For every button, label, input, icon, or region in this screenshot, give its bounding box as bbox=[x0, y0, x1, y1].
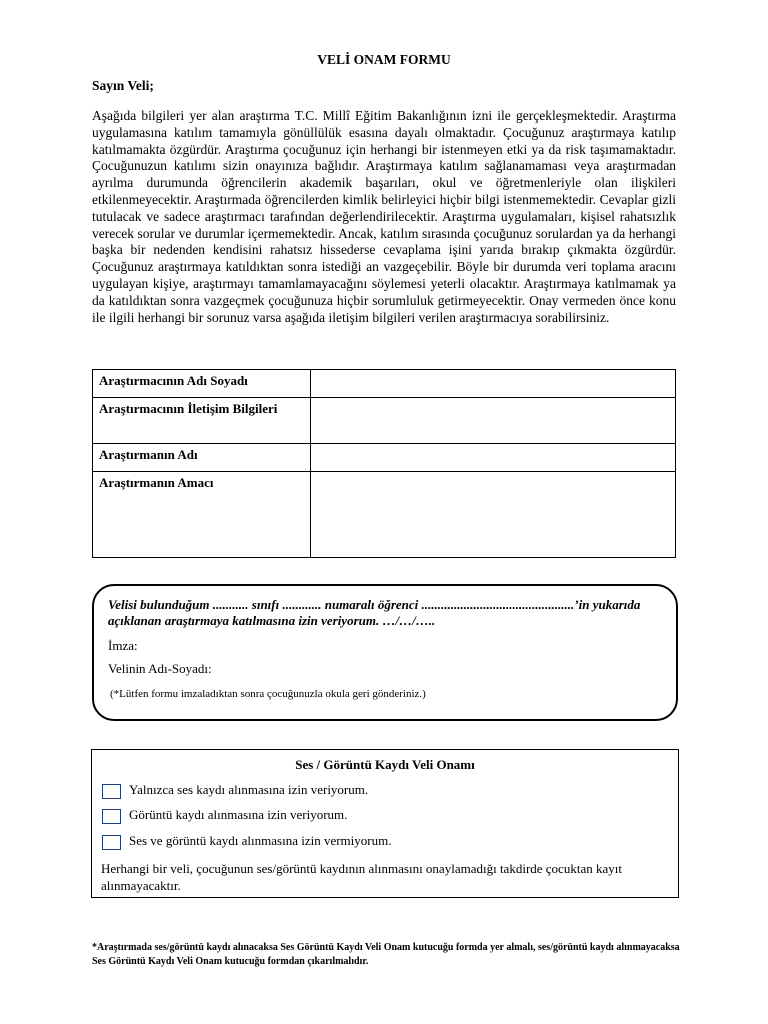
no-recording-checkbox[interactable] bbox=[102, 835, 121, 850]
footnote: *Araştırmada ses/görüntü kaydı alınacaksa Ses Görüntü Kaydı Veli Onam kutucuğu formda yer almalı, ses/görüntü kaydı alınmayacaksa Ses Görüntü Kaydı Veli Onam kutucuğu formdan çıkarılmalıdır. bbox=[92, 942, 680, 967]
media-option bbox=[102, 833, 391, 850]
no-recording-label: Ses ve görüntü kaydı alınmasına izin vermiyorum. bbox=[129, 833, 392, 848]
researcher-name-label: Araştırmacının Adı Soyadı bbox=[93, 370, 311, 398]
parent-name-label: Velinin Adı-Soyadı: bbox=[108, 661, 212, 676]
researcher-info-table bbox=[92, 369, 676, 558]
salutation: Sayın Veli; bbox=[92, 78, 154, 93]
media-consent-note: Herhangi bir veli, çocuğunun ses/görüntü kaydının alınmasını onaylamadığı takdirde çocuktan kayıt alınmayacaktır. bbox=[101, 861, 622, 893]
researcher-contact-field[interactable] bbox=[311, 398, 676, 444]
media-option bbox=[102, 807, 347, 824]
researcher-name-field[interactable] bbox=[311, 370, 676, 398]
media-consent-title: Ses / Görüntü Kaydı Veli Onamı bbox=[295, 757, 475, 772]
consent-statement: Velisi bulunduğum ........... sınıfı ............ numaralı öğrenci ...............................................’in yukarıda açıklanan araştırmaya katılmasına izin veriyorum. …/…/….. bbox=[108, 597, 641, 628]
form-title: VELİ ONAM FORMU bbox=[317, 52, 451, 67]
media-consent-box bbox=[91, 749, 679, 898]
audio-only-checkbox[interactable] bbox=[102, 784, 121, 799]
study-purpose-label: Araştırmanın Amacı bbox=[93, 472, 311, 558]
audio-only-label: Yalnızca ses kaydı alınmasına izin veriyorum. bbox=[129, 782, 369, 797]
researcher-contact-label: Araştırmacının İletişim Bilgileri bbox=[93, 398, 311, 444]
table-row bbox=[93, 472, 676, 558]
video-label: Görüntü kaydı alınmasına izin veriyorum. bbox=[129, 807, 348, 822]
study-purpose-field[interactable] bbox=[311, 472, 676, 558]
video-checkbox[interactable] bbox=[102, 809, 121, 824]
table-row bbox=[93, 398, 676, 444]
table-row bbox=[93, 444, 676, 472]
media-option bbox=[102, 782, 368, 799]
info-paragraph: Aşağıda bilgileri yer alan araştırma T.C. Millî Eğitim Bakanlığının izni ile gerçekleşmektedir. Araştırma uygulamasına katılım tamamıyla gönüllülük esasına dayalı olmaktadır. Çocuğunuz araştırmaya katılıp katılmamakta özgürdür. Araştırma çocuğunuz için herhangi bir istenmeyen etki ya da risk taşımamaktadır. Çocuğunuzun katılımı sizin onayınıza bağlıdır. Araştırmaya katılım sağlanamaması veya araştırmadan ayrılma durumunda öğrencilerin akademik başarıları, okul ve öğretmenleriyle olan ilişkileri etkilenmeyecektir. Araştırmada öğrencilerden kimlik belirleyici hiçbir bilgi istenmemektedir. Cevaplar gizli tutulacak ve sadece araştırmacı tarafından değerlendirilecektir. Araştırma uygulamaları, kişisel rahatsızlık verecek sorular ve durumlar içermemektedir. Ancak, katılım sırasında çocuğunuz sorulardan ya da herhangi başka bir nedenden kendisini rahatsız hissederse cevaplama işini yarıda bırakıp çıkmakta özgürdür. Çocuğunuz araştırmaya katıldıktan sonra istediği an vazgeçebilir. Böyle bir durumda veri toplama aracını uygulayan kişiye, araştırmayı tamamlamayacağını söylemesi yeterli olacaktır. Araştırmaya katılmamak ya da katıldıktan sonra vazgeçmek çocuğunuza hiçbir sorumluluk getirmeyecektir. Onay vermeden önce konu ile ilgili herhangi bir sorunuz varsa aşağıda iletişim bilgileri verilen araştırmacıya sorabilirsiniz. bbox=[92, 108, 676, 325]
table-row bbox=[93, 370, 676, 398]
parent-consent-box bbox=[92, 584, 678, 721]
signature-label: İmza: bbox=[108, 638, 138, 653]
study-name-label: Araştırmanın Adı bbox=[93, 444, 311, 472]
study-name-field[interactable] bbox=[311, 444, 676, 472]
return-note: (*Lütfen formu imzaladıktan sonra çocuğunuzla okula geri gönderiniz.) bbox=[110, 688, 426, 700]
